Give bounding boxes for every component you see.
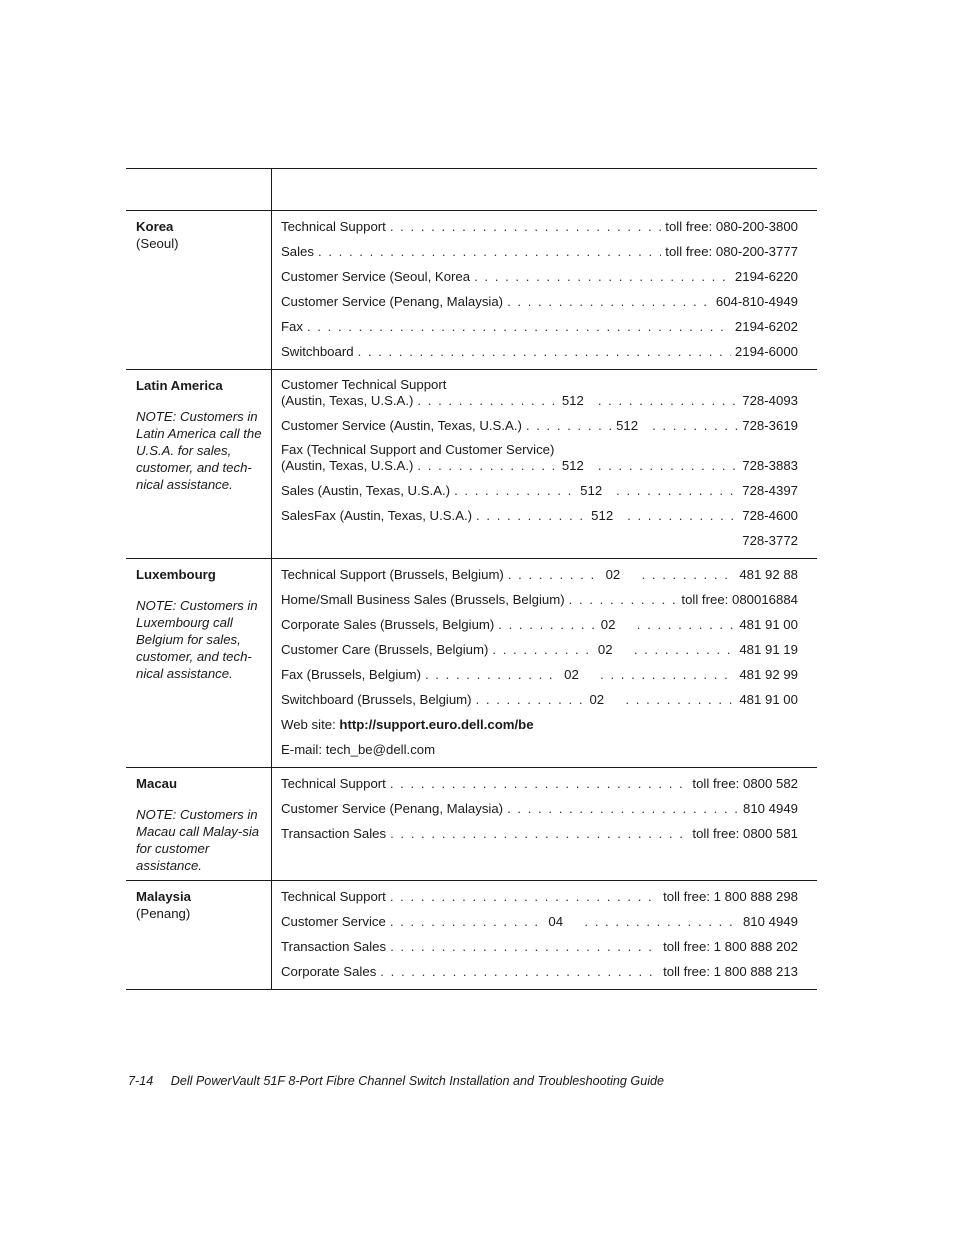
website-prefix: Web site:	[281, 717, 340, 732]
country-block	[126, 768, 271, 880]
dot-leader	[634, 641, 735, 658]
dot-leader	[380, 963, 659, 980]
document-title: Dell PowerVault 51F 8-Port Fibre Channel Switch Installation and Troubleshooting Guide	[170, 1074, 665, 1088]
numbers-cell	[272, 881, 818, 990]
entry-area-code: 02	[564, 667, 579, 682]
dot-leader	[508, 566, 602, 583]
dot-leader	[627, 507, 738, 524]
table-row	[126, 881, 817, 990]
entry-label: Customer Care (Brussels, Belgium)	[281, 642, 489, 657]
entry-area-code: 512	[561, 393, 584, 408]
dot-leader	[454, 482, 576, 499]
entry-area-code: 02	[605, 567, 621, 582]
entry-number: toll free: 1 800 888 213	[663, 964, 798, 979]
country-block	[126, 370, 271, 499]
entry-number: 481 91 19	[739, 642, 798, 657]
list-item	[281, 638, 798, 663]
country-city: (Seoul)	[136, 236, 179, 251]
entry-area-code: 02	[589, 692, 605, 707]
country-block	[126, 211, 271, 258]
list-item	[281, 935, 798, 960]
dot-leader	[598, 457, 738, 474]
entry-label: Corporate Sales	[281, 964, 377, 979]
entry-list	[272, 211, 817, 369]
entry-label: Switchboard (Brussels, Belgium)	[281, 692, 472, 707]
entry-area-code: 512	[580, 483, 603, 498]
entry-number: 481 91 00	[739, 617, 798, 632]
dot-leader	[390, 218, 661, 235]
entry-number: toll free: 080016884	[681, 592, 798, 607]
entry-number: 604-810-4949	[715, 294, 798, 309]
country-name: Malaysia	[136, 889, 191, 904]
dot-leader	[600, 666, 735, 683]
entry-number: 481 92 88	[739, 567, 798, 582]
dot-leader	[584, 913, 739, 930]
list-item	[281, 265, 798, 290]
page-footer	[128, 1074, 664, 1088]
dot-leader	[642, 566, 736, 583]
country-cell	[126, 559, 272, 768]
entry-area-code: 02	[597, 642, 613, 657]
entry-number: 481 92 99	[739, 667, 798, 682]
entry-number: toll free: 1 800 888 202	[663, 939, 798, 954]
entry-number: 728-3883	[742, 458, 798, 473]
dot-leader	[652, 417, 738, 434]
entry-label: Corporate Sales (Brussels, Belgium)	[281, 617, 495, 632]
dot-leader	[637, 616, 736, 633]
entry-list	[272, 881, 817, 989]
dot-leader	[598, 392, 738, 409]
country-cell	[126, 768, 272, 881]
country-name: Luxembourg	[136, 567, 216, 582]
table-row	[126, 211, 817, 370]
table-row	[126, 370, 817, 559]
numbers-cell	[272, 370, 818, 559]
country-name: Korea	[136, 219, 174, 234]
entry-label: Customer Service (Austin, Texas, U.S.A.)	[281, 418, 522, 433]
dot-leader	[625, 691, 735, 708]
list-item	[281, 215, 798, 240]
entry-label: (Austin, Texas, U.S.A.)	[281, 458, 414, 473]
entry-number: 810 4949	[742, 914, 798, 929]
email-line: E-mail: tech_be@dell.com	[281, 742, 436, 757]
entry-label: Technical Support	[281, 219, 386, 234]
list-item	[281, 613, 798, 638]
entry-label: Transaction Sales	[281, 826, 387, 841]
list-item	[281, 240, 798, 265]
website-url[interactable]: http://support.euro.dell.com/be	[339, 717, 534, 732]
list-item	[281, 414, 798, 439]
dot-leader	[425, 666, 560, 683]
dot-leader	[616, 482, 738, 499]
list-item	[281, 392, 798, 409]
entry-area-code: 04	[548, 914, 564, 929]
entry-area-code: 512	[616, 418, 639, 433]
entry-area-code: 512	[561, 458, 584, 473]
entry-number: toll free: 080-200-3800	[665, 219, 798, 234]
list-item	[281, 772, 798, 797]
dot-leader	[390, 913, 545, 930]
list-item-multiline	[281, 374, 798, 414]
numbers-cell	[272, 559, 818, 768]
entry-label: Technical Support	[281, 889, 386, 904]
entry-number: toll free: 0800 582	[692, 776, 798, 791]
list-item	[281, 822, 798, 847]
dot-leader	[498, 616, 597, 633]
entry-number: 728-4600	[742, 508, 798, 523]
list-item	[281, 290, 798, 315]
entry-number: 728-3619	[742, 418, 798, 433]
dot-leader	[417, 457, 557, 474]
list-item	[281, 588, 798, 613]
numbers-cell	[272, 768, 818, 881]
dot-leader	[476, 691, 586, 708]
table-header-row	[126, 169, 817, 211]
entry-label: Transaction Sales	[281, 939, 387, 954]
entry-number: 728-3772	[742, 533, 798, 548]
entry-label-line: Fax (Technical Support and Customer Service)	[281, 442, 555, 457]
entry-label: Sales (Austin, Texas, U.S.A.)	[281, 483, 451, 498]
entry-area-code: 02	[600, 617, 616, 632]
entry-list	[272, 559, 817, 767]
entry-label-line: Customer Technical Support	[281, 377, 447, 392]
country-block	[126, 881, 271, 928]
list-item	[281, 457, 798, 474]
entry-label: Fax	[281, 319, 303, 334]
entry-number: 2194-6202	[734, 319, 798, 334]
entry-label: Technical Support (Brussels, Belgium)	[281, 567, 504, 582]
entry-label: Customer Service (Penang, Malaysia)	[281, 294, 504, 309]
country-block	[126, 559, 271, 688]
list-item	[281, 797, 798, 822]
country-note: NOTE: Customers in Luxembourg call Belgium for sales, customer, and tech-nical assistance.	[136, 598, 258, 681]
list-item	[281, 663, 798, 688]
entry-number: 2194-6220	[734, 269, 798, 284]
country-note: NOTE: Customers in Latin America call the U.S.A. for sales, customer, and tech-nical assistance.	[136, 409, 262, 492]
list-item	[281, 479, 798, 504]
contact-table-body	[126, 169, 817, 990]
dot-leader	[507, 293, 712, 310]
country-name: Macau	[136, 776, 178, 791]
country-city: (Penang)	[136, 906, 191, 921]
entry-number: toll free: 1 800 888 298	[663, 889, 798, 904]
page-number: 7-14	[128, 1074, 154, 1088]
list-item	[281, 885, 798, 910]
country-cell	[126, 211, 272, 370]
country-cell	[126, 881, 272, 990]
entry-label: Switchboard	[281, 344, 354, 359]
list-item	[281, 688, 798, 713]
entry-label: SalesFax (Austin, Texas, U.S.A.)	[281, 508, 473, 523]
entry-number: 728-4093	[742, 393, 798, 408]
dot-leader	[526, 417, 612, 434]
entry-list	[272, 768, 817, 851]
list-item	[281, 960, 798, 985]
list-item	[281, 910, 798, 935]
dot-leader	[358, 343, 731, 360]
entry-label: Customer Service (Seoul, Korea	[281, 269, 471, 284]
dot-leader	[390, 888, 659, 905]
website-line	[281, 713, 798, 738]
entry-label: Customer Service	[281, 914, 386, 929]
list-item	[281, 529, 798, 554]
list-item	[281, 504, 798, 529]
entry-number: 810 4949	[742, 801, 798, 816]
entry-label: (Austin, Texas, U.S.A.)	[281, 393, 414, 408]
entry-list	[272, 370, 817, 558]
entry-number: toll free: 0800 581	[692, 826, 798, 841]
dot-leader	[492, 641, 593, 658]
dot-leader	[390, 825, 688, 842]
entry-label: Customer Service (Penang, Malaysia)	[281, 801, 504, 816]
entry-label: Technical Support	[281, 776, 386, 791]
dot-leader	[417, 392, 557, 409]
dot-leader	[318, 243, 661, 260]
dot-leader	[569, 591, 678, 608]
dot-leader	[307, 318, 731, 335]
header-cell-country	[126, 169, 272, 211]
list-item	[281, 315, 798, 340]
country-name: Latin America	[136, 378, 223, 393]
dot-leader	[390, 938, 659, 955]
dot-leader	[390, 775, 689, 792]
entry-label: Sales	[281, 244, 314, 259]
entry-label: Home/Small Business Sales (Brussels, Belgium)	[281, 592, 565, 607]
list-item-multiline	[281, 439, 798, 479]
table-row	[126, 768, 817, 881]
dot-leader	[507, 800, 739, 817]
list-item	[281, 563, 798, 588]
entry-number: toll free: 080-200-3777	[665, 244, 798, 259]
dot-leader	[476, 507, 587, 524]
list-item	[281, 340, 798, 365]
entry-number: 728-4397	[742, 483, 798, 498]
entry-number: 481 91 00	[739, 692, 798, 707]
entry-number: 2194-6000	[734, 344, 798, 359]
numbers-cell	[272, 211, 818, 370]
dot-leader	[474, 268, 731, 285]
table-row	[126, 559, 817, 768]
header-cell-numbers	[272, 169, 818, 211]
entry-area-code: 512	[591, 508, 614, 523]
country-note: NOTE: Customers in Macau call Malay-sia for customer assistance.	[136, 807, 260, 873]
contact-table	[126, 168, 817, 990]
entry-label: Fax (Brussels, Belgium)	[281, 667, 421, 682]
country-cell	[126, 370, 272, 559]
